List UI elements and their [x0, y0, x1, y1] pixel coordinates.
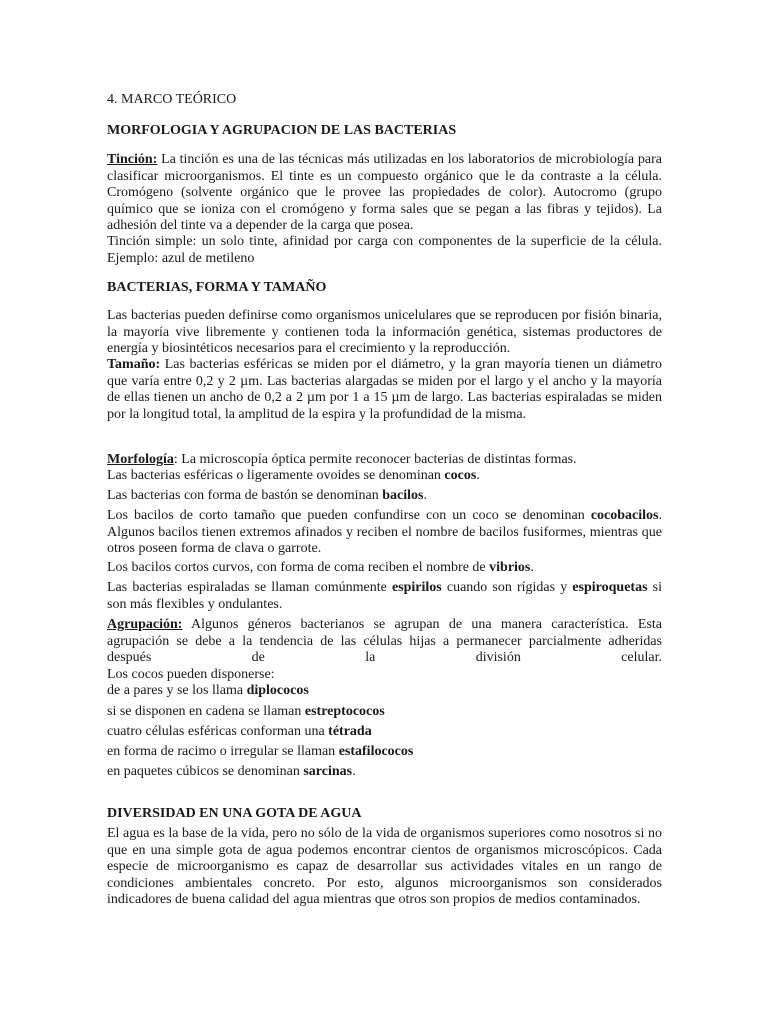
text-esp-pre: Las bacterias espiraladas se llaman comúnmente	[107, 580, 392, 595]
paragraph-tincion	[107, 152, 662, 235]
text-estrepto-pre: si se disponen en cadena se llaman	[107, 704, 305, 719]
paragraph-agrupacion	[107, 617, 662, 667]
term-tetrada: tétrada	[328, 724, 372, 739]
section-number: 4. MARCO TEÓRICO	[107, 92, 237, 107]
paragraph-cocobacilos	[107, 508, 662, 558]
term-diplococos: diplococos	[246, 683, 309, 698]
text-estafilo-pre: en forma de racimo o irregular se llaman	[107, 744, 339, 759]
text-vibrios-pre: Los bacilos cortos curvos, con forma de coma reciben el nombre de	[107, 560, 490, 575]
term-estafilococos: estafilococos	[338, 744, 414, 759]
line-sarcinas	[107, 764, 662, 781]
label-tincion: Tinción:	[107, 152, 158, 167]
term-sarcinas: sarcinas	[303, 764, 353, 779]
text-cocos-pre: Las bacterias esféricas o ligeramente ovoides se denominan	[107, 468, 445, 483]
text-agrupacion: Algunos géneros bacterianos se agrupan de una manera característica. Esta agrupación se debe a la tendencia de las células hijas a permanecer parcialmente adheridas después de la división celular.	[107, 617, 662, 665]
heading-diversidad: DIVERSIDAD EN UNA GOTA DE AGUA	[107, 806, 362, 821]
term-estreptococos: estreptococos	[304, 704, 385, 719]
text-bacilos-pre: Las bacterias con forma de bastón se denominan	[107, 488, 383, 503]
text-tamano: Las bacterias esféricas se miden por el diámetro, y la gran mayoría tienen un diámetro que varía entre 0,2 y 2 µm. Las bacterias alargadas se miden por el largo y el ancho y la mayoría de ellas tienen un ancho de 0,2 a 2 µm por 1 a 15 µm de largo. Las bacterias espiraladas se miden por la longitud total, la amplitud de la espira y la profundidad de la misma.	[107, 357, 662, 422]
paragraph-diversidad: El agua es la base de la vida, pero no sólo de la vida de organismos superiores como nosotros si no que en una simple gota de agua podemos encontrar cientos de organismos microscópicos. Cada especie de microorganismo es capaz de desarrollar sus actividades vitales en un rango de condiciones ambientales concreto. Por esto, algunos microorganismos son considerados indicadores de buena calidad del agua mientras que otros son propios de medios contaminados.	[107, 826, 662, 907]
paragraph-forma-intro: Las bacterias pueden definirse como organismos unicelulares que se reproducen por fisión binaria, la mayoría vive libremente y contienen toda la información genética, sistemas productores de energía y biosintéticos necesarios para el crecimiento y la reproducción.	[107, 308, 662, 356]
line-cocos	[107, 468, 662, 485]
heading-morfologia: MORFOLOGIA Y AGRUPACION DE LAS BACTERIAS	[107, 123, 457, 138]
text-morfologia: : La microscopía óptica permite reconocer bacterias de distintas formas.	[173, 452, 577, 467]
text-cocos-post: .	[476, 468, 480, 483]
line-vibrios	[107, 560, 662, 577]
text-sarcinas-pre: en paquetes cúbicos se denominan	[107, 764, 304, 779]
text-tetrada-pre: cuatro células esféricas conforman una	[107, 724, 329, 739]
term-vibrios: vibrios	[489, 560, 531, 575]
term-cocos: cocos	[444, 468, 477, 483]
paragraph-espirilos	[107, 580, 662, 613]
text-cocobacilos-pre: Los bacilos de corto tamaño que pueden confundirse con un coco se denominan	[107, 508, 591, 523]
line-bacilos	[107, 488, 662, 505]
line-diplococos	[107, 683, 662, 700]
text-esp-mid: cuando son rígidas y	[441, 580, 573, 595]
line-estreptococos	[107, 704, 662, 721]
text-diplo-pre: de a pares y se los llama	[107, 683, 247, 698]
label-agrupacion: Agrupación:	[107, 617, 183, 632]
text-bacilos-post: .	[423, 488, 427, 503]
line-estafilococos	[107, 744, 662, 761]
paragraph-morfologia	[107, 452, 662, 469]
text-esp-post: si son más flexibles y ondulantes.	[107, 580, 662, 612]
label-morfologia: Morfología	[107, 452, 174, 467]
term-espirilos: espirilos	[391, 580, 442, 595]
text-cocobacilos-post: . Algunos bacilos tienen extremos afinados y reciben el nombre de bacilos fusiformes, mientras que otros poseen forma de clava o garrote.	[107, 508, 662, 556]
text-vibrios-post: .	[530, 560, 534, 575]
term-espiroquetas: espiroquetas	[572, 580, 648, 595]
heading-forma: BACTERIAS, FORMA Y TAMAÑO	[107, 280, 327, 295]
paragraph-tincion-simple: Tinción simple: un solo tinte, afinidad por carga con componentes de la superficie de la célula. Ejemplo: azul de metileno	[107, 234, 662, 266]
label-tamano: Tamaño:	[107, 357, 161, 372]
term-cocobacilos: cocobacilos	[590, 508, 659, 523]
text-tincion: La tinción es una de las técnicas más utilizadas en los laboratorios de microbiología para clasificar microorganismos. El tinte es un compuesto orgánico que le da contraste a la célula. Cromógeno (solvente orgánico que le provee las propiedades de color). Autocromo (grupo químico que se ioniza con el cromógeno y forma sales que se pegan a las fibras y tejidos). La adhesión del tinte va a depender de la carga que posea.	[107, 152, 662, 233]
line-tetrada	[107, 724, 662, 741]
paragraph-tamano	[107, 357, 662, 423]
text-sarcinas-post: .	[352, 764, 356, 779]
line-cocos-disponerse: Los cocos pueden disponerse:	[107, 667, 275, 682]
term-bacilos: bacilos	[382, 488, 424, 503]
